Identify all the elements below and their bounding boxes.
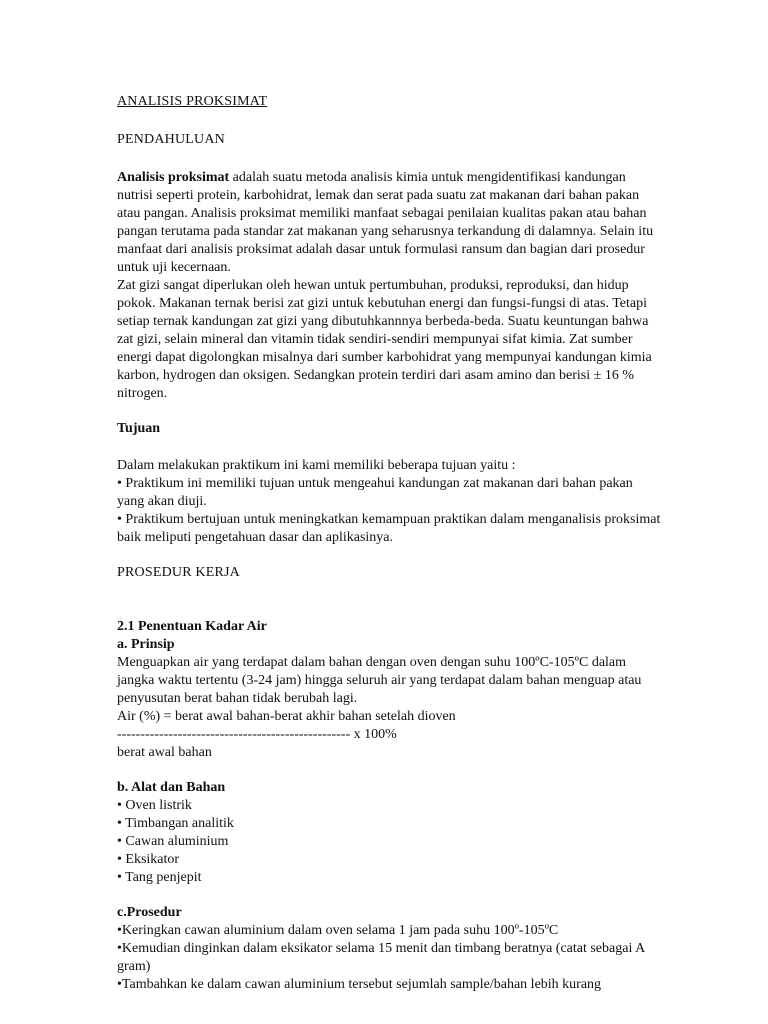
formula-line-2: -------------------------------------------------- x 100% [117,727,397,742]
formula-line-3: berat awal bahan [117,745,212,760]
prosedur-heading: c.Prosedur [117,905,182,920]
prinsip-text: Menguapkan air yang terdapat dalam bahan dengan oven dengan suhu 100ºC-105ºC dalam jangka waktu tertentu (3-24 jam) hingga seluruh air yang terdapat dalam bahan menguap atau penyusutan berat bahan tidak berubah lagi. [117,655,642,706]
section-heading-tujuan: Tujuan [117,421,161,436]
bold-term: Analisis proksimat [117,170,230,185]
section-heading-pendahuluan: PENDAHULUAN [117,132,225,147]
prosedur-step-1: •Keringkan cawan aluminium dalam oven selama 1 jam pada suhu 100º-105ºC [117,923,559,938]
section-heading-prosedur: PROSEDUR KERJA [117,565,240,580]
formula-line-1: Air (%) = berat awal bahan-berat akhir bahan setelah dioven [117,709,456,724]
list-item: • Timbangan analitik [117,816,234,831]
paragraph-analisis-text: adalah suatu metoda analisis kimia untuk mengidentifikasi kandungan nutrisi seperti protein, karbohidrat, lemak dan serat pada suatu zat makanan dari bahan pakan atau pangan. Analisis proksimat memiliki manfaat sebagai penilaian kualitas pakan atau bahan pangan terutama pada standar zat makanan yang seharusnya terkandung di dalamnya. Selain itu manfaat dari analisis proksimat adalah dasar untuk formulasi ransum dan bagian dari prosedur untuk uji kecernaan. [117,170,654,275]
subsection-heading-kadar-air: 2.1 Penentuan Kadar Air [117,619,267,634]
list-item: • Eksikator [117,852,180,867]
alat-bahan-heading: b. Alat dan Bahan [117,780,226,795]
prosedur-step-2: •Kemudian dinginkan dalam eksikator selama 15 menit dan timbang beratnya (catat sebagai A gram) [117,941,645,974]
list-item: • Oven listrik [117,798,192,813]
prosedur-step-3: •Tambahkan ke dalam cawan aluminium tersebut sejumlah sample/bahan lebih kurang [117,977,602,992]
tujuan-bullet-1: • Praktikum ini memiliki tujuan untuk mengeahui kandungan zat makanan dari bahan pakan yang akan diuji. [117,476,633,509]
tujuan-bullet-2: • Praktikum bertujuan untuk meningkatkan kemampuan praktikan dalam menganalisis proksimat baik meliputi pengetahuan dasar dan aplikasinya. [117,512,661,545]
prinsip-heading: a. Prinsip [117,637,175,652]
list-item: • Cawan aluminium [117,834,229,849]
document-page [117,93,662,994]
list-item: • Tang penjepit [117,870,202,885]
document-title: ANALISIS PROKSIMAT [117,94,268,109]
paragraph-analisis [117,169,662,277]
tujuan-intro: Dalam melakukan praktikum ini kami memiliki beberapa tujuan yaitu : [117,458,516,473]
paragraph-zat-gizi: Zat gizi sangat diperlukan oleh hewan untuk pertumbuhan, produksi, reproduksi, dan hidup pokok. Makanan ternak berisi zat gizi untuk kebutuhan energi dan fungsi-fungsi di atas. Tetapi setiap ternak kandungan zat gizi yang dibutuhkannnya berbeda-beda. Suatu keuntungan bahwa zat gizi, selain mineral dan vitamin tidak sendiri-sendiri mempunyai sifat kimia. Zat sumber energi dapat digolongkan misalnya dari sumber karbohidrat yang mempunyai kandungan kimia karbon, hydrogen dan oksigen. Sedangkan protein terdiri dari asam amino dan berisi ± 16 % nitrogen. [117,278,652,401]
